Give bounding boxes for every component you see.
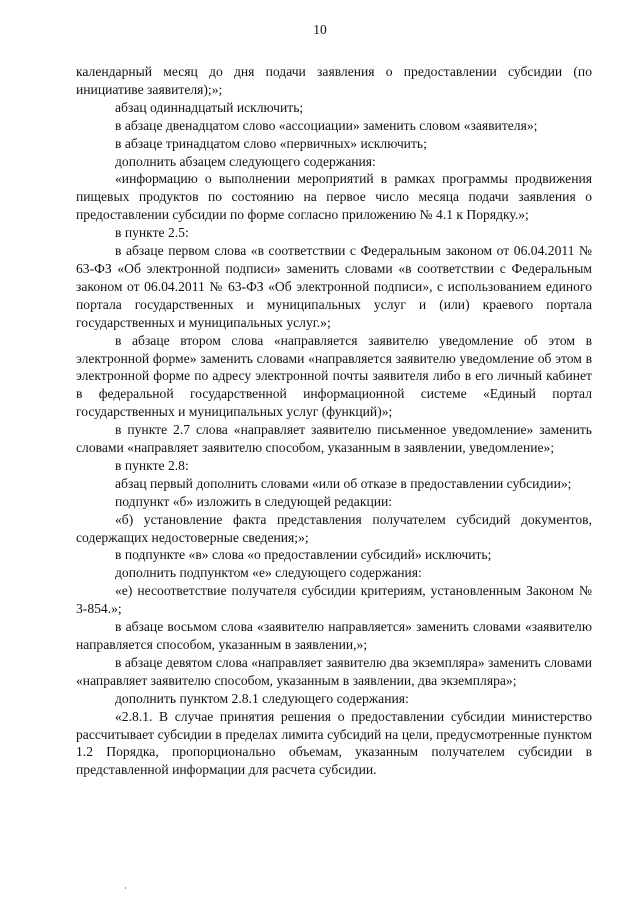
paragraph: дополнить абзацем следующего содержания: [115, 153, 376, 169]
document-body [76, 63, 592, 779]
paragraph: «2.8.1. В случае принятия решения о предоставлении субсидии министерство рассчитывает субсидии в пределах лимита субсидий на цели, предусмотренные пунктом 1.2 Порядка, пропорционально объемам, указанным получателем субсидии в представленной информации для расчета субсидии. [76, 708, 592, 778]
paragraph: в пункте 2.5: [115, 225, 189, 241]
paragraph: абзац одиннадцатый исключить; [115, 99, 304, 115]
paragraph: «информацию о выполнении мероприятий в рамках программы продвижения пищевых продуктов по состоянию на первое число месяца подачи заявления о предоставлении субсидии по форме согласно приложению № 4.1 к Порядку.»; [76, 171, 592, 223]
paragraph: календарный месяц до дня подачи заявления о предоставлении субсидии (по инициативе заявителя);»; [76, 64, 592, 97]
page-number: 10 [313, 22, 327, 37]
paragraph: дополнить пунктом 2.8.1 следующего содержания: [115, 690, 409, 706]
paragraph: в пункте 2.8: [115, 457, 189, 473]
paragraph: в абзаце восьмом слова «заявителю направляется» заменить словами «заявителю направляется способом, указанным в заявлении,»; [76, 619, 592, 652]
paragraph: в абзаце двенадцатом слово «ассоциации» заменить словом «заявителя»; [115, 117, 538, 133]
paragraph: в абзаце тринадцатом слово «первичных» исключить; [115, 135, 427, 151]
paragraph: в абзаце втором слова «направляется заявителю уведомление об этом в электронной форме» заменить словами «направляется заявителю уведомление об этом в электронной форме по адресу электронной почты заявителя либо в его личный кабинет в федеральной государственной информационной системе «Единый портал государственных и муниципальных услуг (функций)»; [76, 332, 592, 420]
paragraph: в пункте 2.7 слова «направляет заявителю письменное уведомление» заменить словами «направляет заявителю способом, указанным в заявлении, уведомление»; [76, 422, 592, 456]
paragraph: абзац первый дополнить словами «или об отказе в предоставлении субсидии»; [115, 475, 572, 491]
paragraph: «б) установление факта представления получателем субсидий документов, содержащих недостоверные сведения;»; [76, 511, 592, 545]
paragraph: в подпункте «в» слова «о предоставлении субсидий» исключить; [115, 547, 492, 563]
paragraph: дополнить подпунктом «е» следующего содержания: [115, 565, 422, 581]
paragraph: в абзаце первом слова «в соответствии с Федеральным законом от 06.04.2011 № 63-ФЗ «Об электронной подписи» заменить словами «в соответствии с Федеральным законом от 06.04.2011 № 63-ФЗ «Об электронной подписи», с использованием единого портала государственных и муниципальных услуг и (или) краевого портала государственных и муниципальных услуг.»; [76, 243, 592, 330]
paragraph: «е) несоответствие получателя субсидии критериям, установленным Законом № 3-854.»; [76, 583, 592, 617]
paragraph: в абзаце девятом слова «направляет заявителю два экземпляра» заменить словами «направляет заявителю способом, указанным в заявлении, два экземпляра»; [76, 654, 592, 688]
scan-speck [125, 887, 126, 889]
paragraph: подпункт «б» изложить в следующей редакции: [115, 493, 393, 509]
